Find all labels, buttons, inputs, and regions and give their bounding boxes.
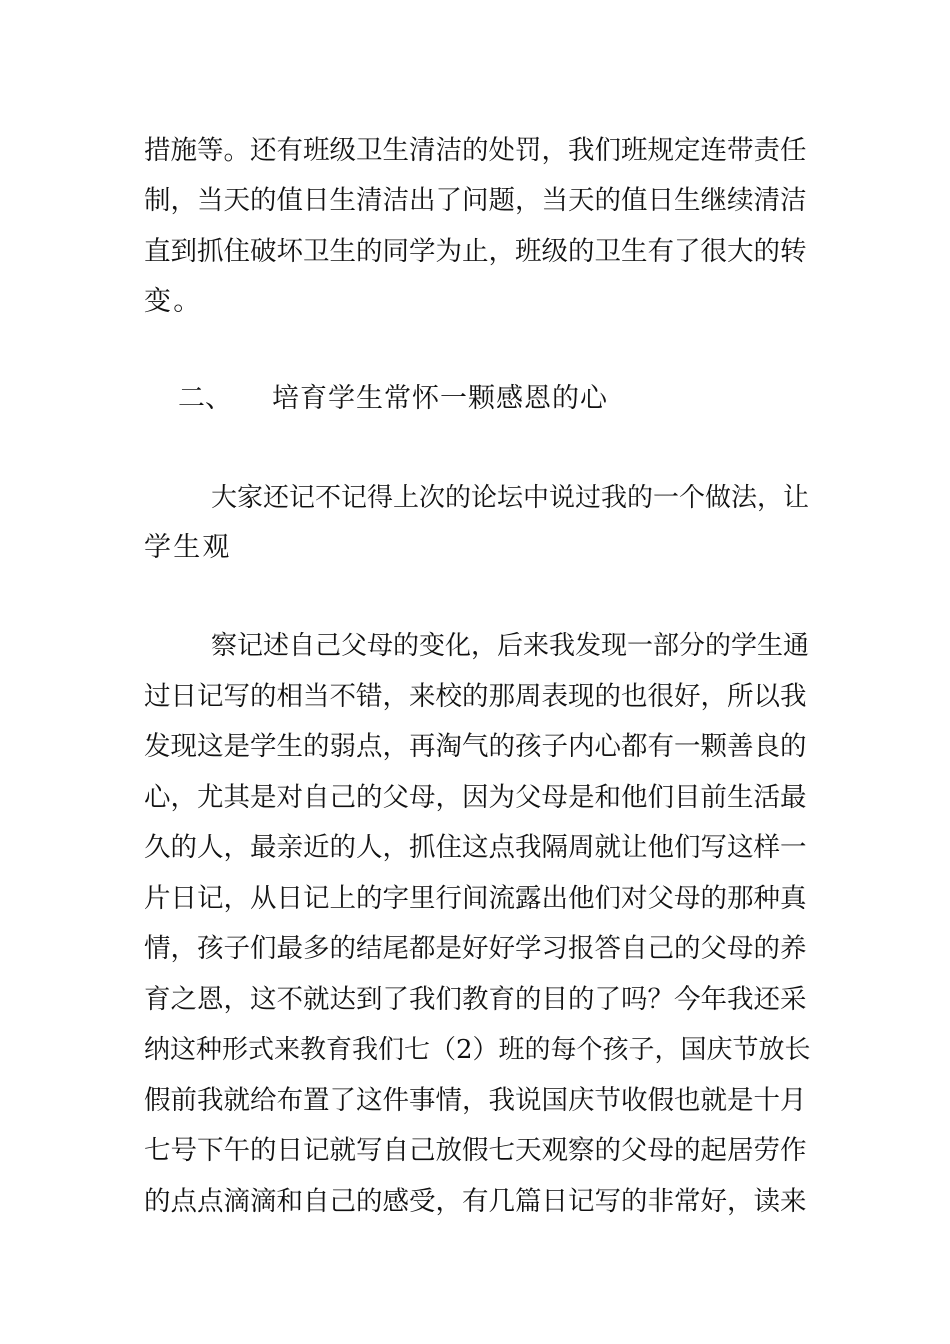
paragraph-line: 发现这是学生的弱点，再淘气的孩子内心都有一颗善良的: [144, 731, 807, 762]
paragraph-line: 纳这种形式来教育我们七（2）班的每个孩子，国庆节放长: [144, 1035, 811, 1065]
paragraph-line: 久的人，最亲近的人，抓住这点我隔周就让他们写这样一: [144, 832, 807, 863]
paragraph-line: 情，孩子们最多的结尾都是好好学习报答自己的父母的养: [144, 933, 807, 964]
paragraph-line: 变。: [144, 286, 203, 317]
paragraph-line: 学生观: [144, 532, 232, 563]
paragraph-line: 大家还记不记得上次的论坛中说过我的一个做法，让: [211, 483, 810, 513]
paragraph-line: 制，当天的值日生清洁出了问题，当天的值日生继续清洁: [144, 185, 807, 216]
paragraph-line: 假前我就给布置了这件事情，我说国庆节收假也就是十月: [144, 1085, 807, 1116]
paragraph-line: 过日记写的相当不错，来校的那周表现的也很好，所以我: [144, 681, 807, 712]
paragraph-line: 的点点滴滴和自己的感受，有几篇日记写的非常好，读来: [144, 1186, 807, 1217]
paragraph-line: 直到抓住破坏卫生的同学为止，班级的卫生有了很大的转: [144, 236, 807, 267]
paragraph-line: 七号下午的日记就写自己放假七天观察的父母的起居劳作: [144, 1135, 807, 1166]
section-heading: 培育学生常怀一颗感恩的心: [272, 383, 608, 414]
paragraph-line: 察记述自己父母的变化，后来我发现一部分的学生通: [211, 631, 810, 661]
paragraph-line: 心，尤其是对自己的父母，因为父母是和他们目前生活最: [144, 782, 807, 813]
paragraph-line: 育之恩，这不就达到了我们教育的目的了吗？今年我还采: [144, 984, 807, 1015]
section-number: 二、: [178, 383, 232, 414]
paragraph-line: 片日记，从日记上的字里行间流露出他们对父母的那种真: [144, 883, 807, 914]
paragraph-line: 措施等。还有班级卫生清洁的处罚，我们班规定连带责任: [144, 135, 807, 166]
